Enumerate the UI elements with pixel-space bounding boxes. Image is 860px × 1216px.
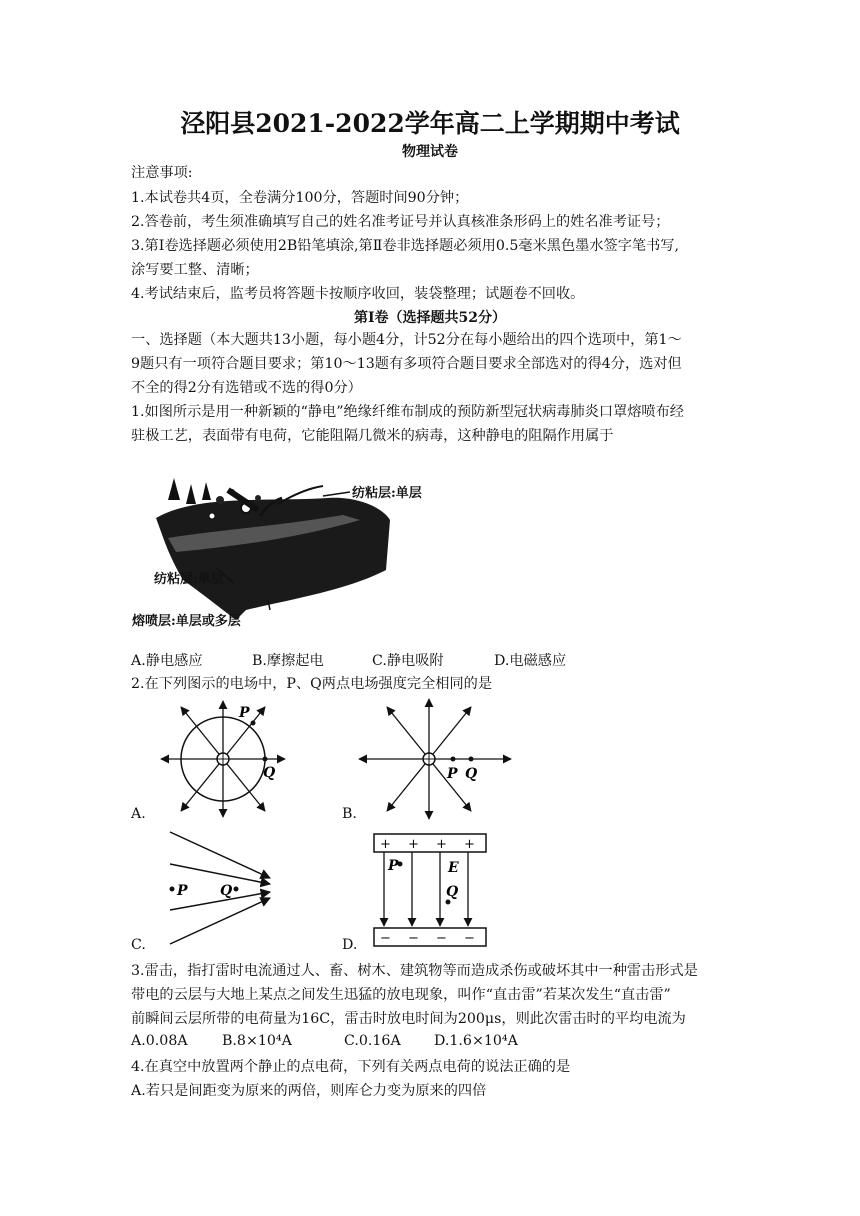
minus-sign: −	[380, 931, 391, 946]
field-e-label: E	[448, 860, 459, 876]
exam-title: 泾阳县2021-2022学年高二上学期期中考试	[180, 109, 680, 138]
q1-option-c: C.静电吸附	[372, 653, 444, 669]
q3-option-d: D.1.6×10⁴A	[434, 1033, 518, 1049]
section-intro-line: 9题只有一项符合题目要求；第10～13题有多项符合题目要求全部选对的得4分，选对但	[131, 356, 682, 372]
fabric-label-top: 纺粘层:单层	[352, 486, 422, 501]
point-p-label: P	[239, 705, 250, 721]
point-p-label: P	[447, 766, 458, 782]
q2-option-b: B.	[342, 806, 357, 822]
note-item: 3.第I卷选择题必须使用2B铅笔填涂,第Ⅱ卷非选择题必须用0.5毫米黑色墨水签字笔书写,	[131, 238, 680, 254]
note-item: 涂写要工整、清晰；	[131, 262, 259, 278]
q2-option-a: A.	[131, 806, 146, 822]
q3-option-b: B.8×10⁴A	[222, 1033, 292, 1049]
q2-option-c: C.	[131, 937, 146, 953]
q1-stem-line: 1.如图所示是用一种新颖的“静电”绝缘纤维布制成的预防新型冠状病毒肺炎口罩熔喷布经	[131, 404, 684, 420]
meltblown-label: 熔喷层:单层或多层	[132, 614, 241, 629]
point-p-label: P	[388, 858, 399, 874]
section-intro-line: 不全的得2分有选错或不选的得0分）	[131, 380, 362, 396]
plus-sign: +	[408, 837, 419, 852]
field-figure-a	[125, 695, 305, 823]
field-figure-c	[160, 826, 280, 951]
plus-sign: +	[436, 837, 447, 852]
note-item: 4.考试结束后，监考员将答题卡按顺序收回，装袋整理；试题卷不回收。	[131, 286, 585, 302]
mask-layer-figure	[128, 460, 428, 635]
point-q-label: Q	[465, 766, 478, 782]
q1-option-b: B.摩擦起电	[252, 653, 324, 669]
point-q-label: Q	[446, 884, 459, 900]
q3-option-c: C.0.16A	[344, 1033, 401, 1049]
q3-stem-line: 前瞬间云层所带的电荷量为16C，雷击时放电时间为200μs，则此次雷击时的平均电流为	[131, 1011, 686, 1027]
exam-subtitle: 物理试卷	[402, 144, 458, 160]
q2-option-d: D.	[342, 937, 358, 953]
plus-sign: +	[380, 837, 391, 852]
q3-option-a: A.0.08A	[131, 1033, 188, 1049]
field-figure-b	[355, 695, 515, 823]
fabric-label-bottom: 纺粘层:单层	[154, 572, 224, 587]
notes-heading: 注意事项:	[131, 165, 193, 181]
point-q-label: Q	[263, 765, 276, 781]
q2-stem: 2.在下列图示的电场中，P、Q两点电场强度完全相同的是	[131, 676, 493, 692]
note-item: 1.本试卷共4页，全卷满分100分，答题时间90分钟；	[131, 190, 469, 206]
q1-option-d: D.电磁感应	[494, 653, 567, 669]
q4-option-a: A.若只是间距变为原来的两倍，则库仑力变为原来的四倍	[131, 1083, 487, 1099]
q1-stem-line: 驻极工艺，表面带有电荷，它能阻隔几微米的病毒，这种静电的阻隔作用属于	[131, 428, 614, 444]
plus-sign: +	[464, 837, 475, 852]
point-q-label: Q	[220, 883, 233, 899]
minus-sign: −	[408, 931, 419, 946]
q1-option-a: A.静电感应	[131, 653, 203, 669]
q3-stem-line: 3.雷击，指打雷时电流通过人、畜、树木、建筑物等而造成杀伤或破坏其中一种雷击形式是	[131, 963, 698, 979]
note-item: 2.答卷前，考生须准确填写自己的姓名准考证号并认真核准条形码上的姓名准考证号；	[131, 214, 670, 230]
point-p-label: P	[177, 883, 188, 899]
q4-stem: 4.在真空中放置两个静止的点电荷，下列有关两点电荷的说法正确的是	[131, 1059, 571, 1075]
section-title: 第I卷（选择题共52分）	[353, 310, 507, 326]
minus-sign: −	[436, 931, 447, 946]
field-figure-d	[368, 830, 493, 950]
section-intro-line: 一、选择题（本大题共13小题，每小题4分，计52分在每小题给出的四个选项中，第1～	[131, 332, 682, 348]
minus-sign: −	[464, 931, 475, 946]
q3-stem-line: 带电的云层与大地上某点之间发生迅猛的放电现象，叫作“直击雷”若某次发生“直击雷”	[131, 987, 671, 1003]
